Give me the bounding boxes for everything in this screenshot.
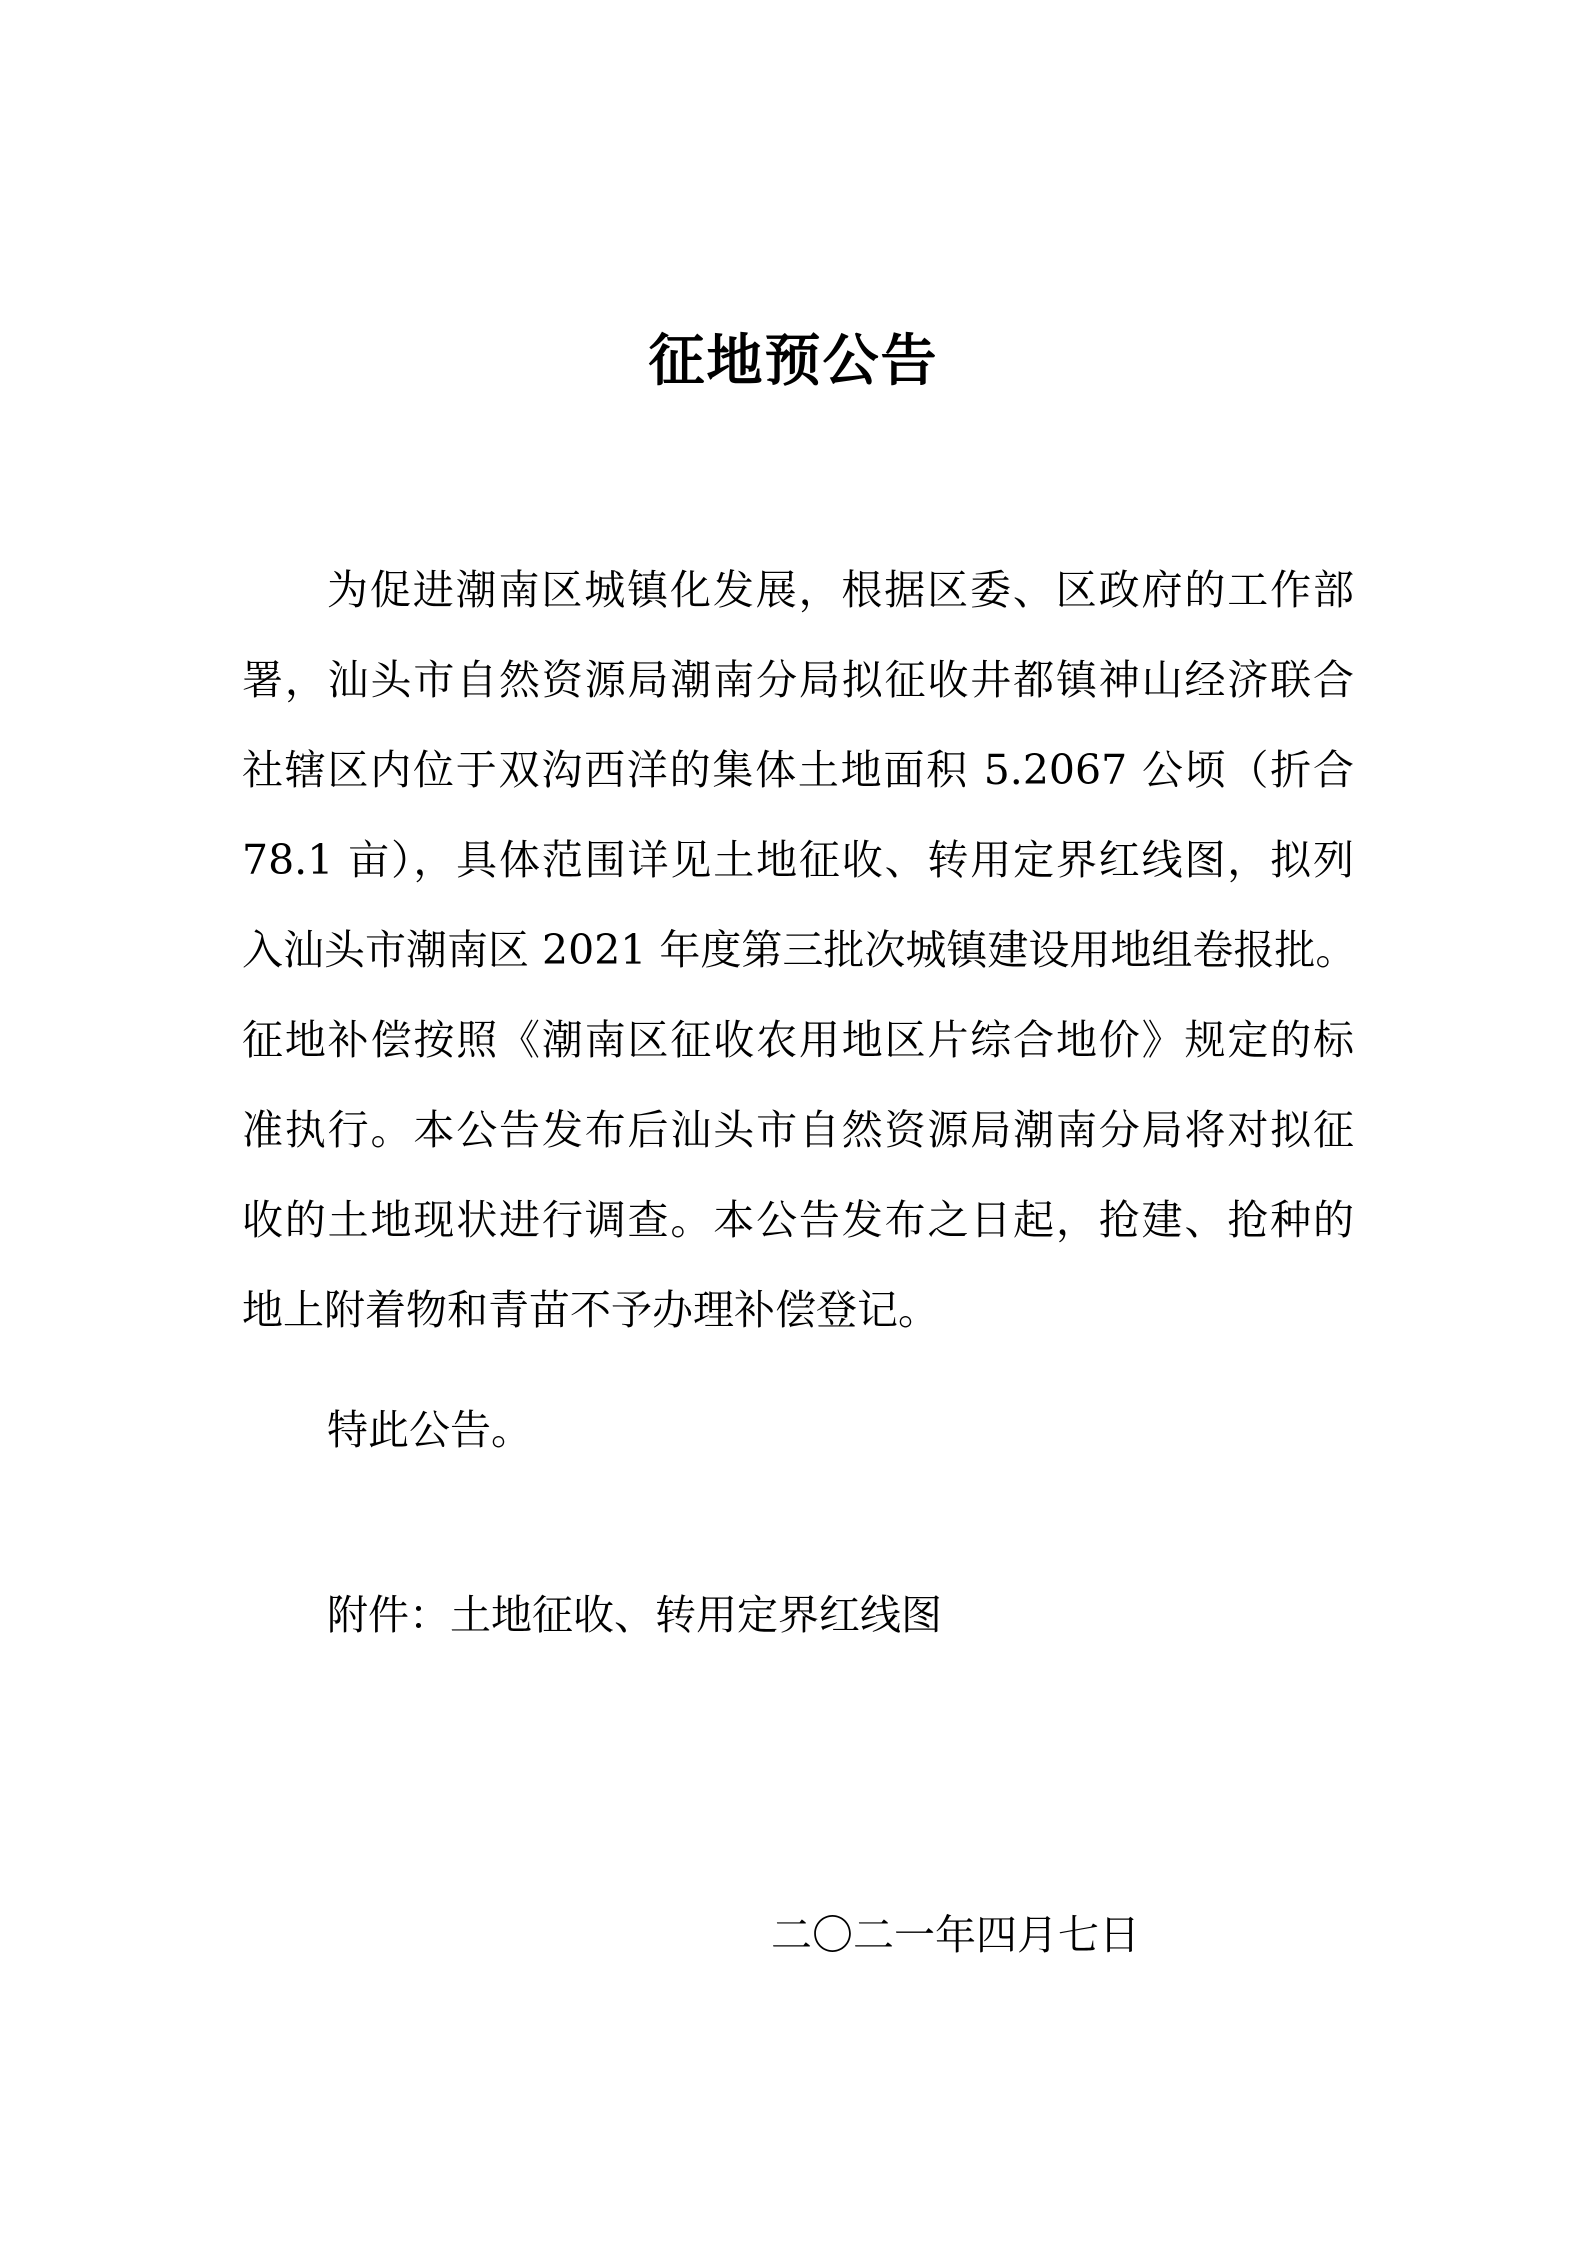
paragraph-line-1: 为促进潮南区城镇化发展，根据区委、区政府的工作部: [327, 566, 1354, 614]
paragraph-line-9: 地上附着物和青苗不予办理补偿登记。: [242, 1286, 939, 1334]
paragraph-line-2: 署，汕头市自然资源局潮南分局拟征收井都镇神山经济联合: [242, 656, 1354, 704]
paragraph-line-4: 78.1 亩），具体范围详见土地征收、转用定界红线图，拟列: [242, 836, 1354, 884]
closing-text: 特此公告。: [327, 1406, 532, 1454]
attachment-text: 附件：土地征收、转用定界红线图: [327, 1591, 942, 1639]
paragraph-line-6: 征地补偿按照《潮南区征收农用地区片综合地价》规定的标: [242, 1016, 1354, 1064]
document-title: 征地预公告: [648, 329, 939, 394]
document-date: 二〇二一年四月七日: [771, 1911, 1140, 1959]
paragraph-line-7: 准执行。本公告发布后汕头市自然资源局潮南分局将对拟征: [242, 1106, 1354, 1154]
paragraph-line-5: 入汕头市潮南区 2021 年度第三批次城镇建设用地组卷报批。: [242, 926, 1357, 974]
paragraph-line-3: 社辖区内位于双沟西洋的集体土地面积 5.2067 公顷（折合: [242, 746, 1354, 794]
paragraph-line-8: 收的土地现状进行调查。本公告发布之日起，抢建、抢种的: [242, 1196, 1354, 1244]
